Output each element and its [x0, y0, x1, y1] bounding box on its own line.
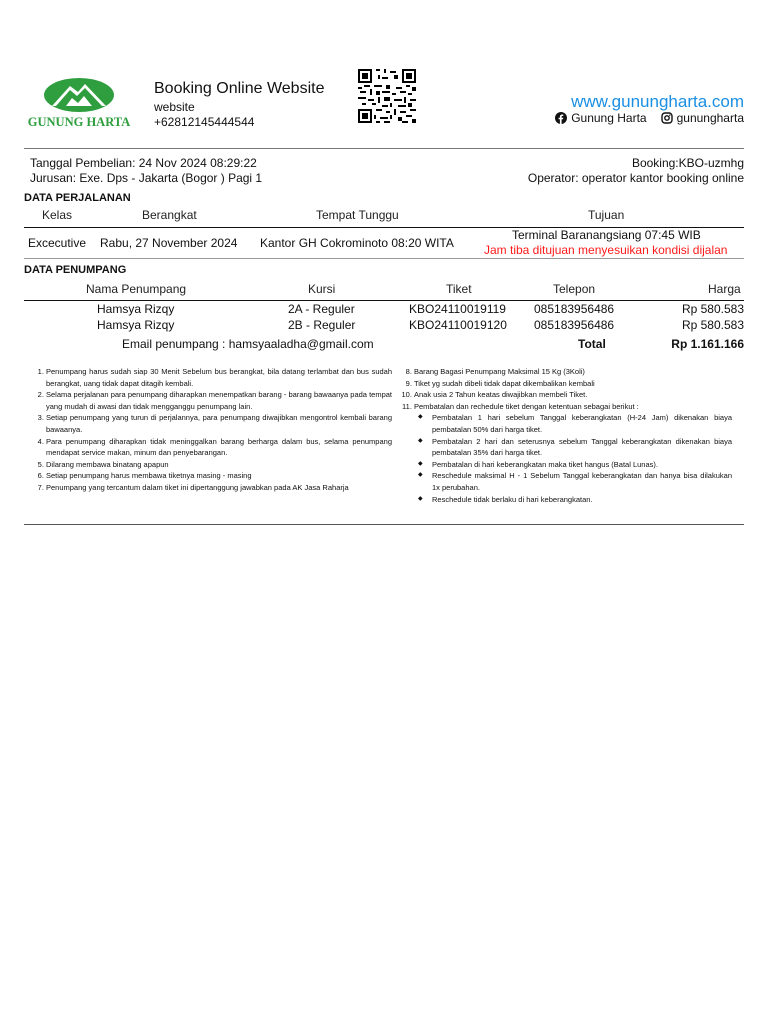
- trip-section-title: DATA PERJALANAN: [24, 192, 131, 204]
- header-subtitle: website: [154, 100, 195, 114]
- trip-berangkat: Rabu, 27 November 2024: [100, 236, 238, 250]
- passenger-section-title: DATA PENUMPANG: [24, 264, 127, 276]
- operator-line: Operator: operator kantor booking online: [527, 171, 744, 185]
- rule-item: 2. Selama perjalanan para penumpang diharapkan menempatkan barang - barang bawaanya pada tempat yang mudah di awasi dan tidak mengganggu penumpang lain.: [46, 389, 392, 412]
- passenger-phone: 085183956486: [534, 302, 615, 316]
- passenger-header-rule: [24, 300, 744, 301]
- rule-item: 5. Dilarang membawa binatang apapun: [46, 459, 392, 471]
- passenger-seat: 2B - Reguler: [288, 318, 356, 332]
- rule-sub-item: ◆ Pembatalan 2 hari dan seterusnya sebelum Tanggal keberangkatan dikenakan biaya pembatalan 35% dari harga tiket.: [426, 436, 732, 459]
- rule-sub-item: ◆ Pembatalan di hari keberangkatan maka tiket hangus (Batal Lunas).: [426, 459, 732, 471]
- rule-sub-item: ◆ Reschedule tidak berlaku di hari keberangkatan.: [426, 494, 732, 506]
- rule-item: 4. Para penumpang diharapkan tidak meninggalkan barang berharga dalam bus, selama penumpang mendapat service makan, minum dan penyebarangan.: [46, 436, 392, 459]
- facebook-icon: [555, 112, 567, 124]
- trip-bottom-rule: [24, 258, 744, 259]
- passenger-header-tiket: Tiket: [446, 282, 472, 296]
- passenger-name: Hamsya Rizqy: [97, 318, 175, 332]
- rules-right-list: [392, 366, 732, 505]
- header-phone: +62812145444544: [154, 115, 255, 129]
- rule-item: 6. Setiap penumpang harus membawa tiketnya masing - masing: [46, 470, 392, 482]
- instagram-icon: [661, 112, 673, 124]
- rules-left: [24, 366, 392, 494]
- passenger-price: Rp 580.583: [681, 302, 744, 316]
- booking-code: Booking:KBO-uzmhg: [631, 156, 744, 170]
- rule-item: 3. Setiap penumpang yang turun di perjalannya, para penumpang diwajibkan mengontrol kembali barang bawaanya.: [46, 412, 392, 435]
- route-line: Jurusan: Exe. Dps - Jakarta (Bogor ) Pagi 1: [30, 171, 263, 185]
- rules-right: [392, 366, 732, 505]
- passenger-ticket: KBO24110019120: [409, 318, 507, 332]
- qr-code-icon: [358, 69, 416, 123]
- footer-divider: [24, 524, 744, 525]
- trip-header-tempat: Tempat Tunggu: [316, 208, 399, 222]
- rule-item: [414, 401, 732, 505]
- trip-tempat-tunggu: Kantor GH Cokrominoto 08:20 WITA: [260, 236, 454, 250]
- logo-text: GUNUNG HARTA: [27, 115, 131, 129]
- trip-tujuan: Terminal Baranangsiang 07:45 WIB: [512, 228, 701, 242]
- company-logo: [22, 76, 136, 130]
- rules-left-list: [24, 366, 392, 494]
- passenger-header-telepon: Telepon: [553, 282, 596, 296]
- rule-item: 1. Penumpang harus sudah siap 30 Menit Sebelum bus berangkat, bila datang terlambat dan bus sudah berangkat, uang tidak dapat ditagih kembali.: [46, 366, 392, 389]
- rule-sub-item: ◆ Pembatalan 1 hari sebelum Tanggal keberangkatan (H-24 Jam) dikenakan biaya pembatalan 50% dari harga tiket.: [426, 412, 732, 435]
- social-links: [555, 111, 744, 125]
- passenger-header-nama: Nama Penumpang: [86, 282, 187, 296]
- total-label: Total: [578, 337, 606, 351]
- trip-kelas: Excecutive: [28, 236, 87, 250]
- website-link[interactable]: www.gunungharta.com: [571, 92, 744, 111]
- passenger-header-harga: Harga: [708, 282, 741, 296]
- rule-item: 10. Anak usia 2 Tahun keatas diwajibkan membeli Tiket.: [414, 389, 732, 401]
- rules-sub-list: [414, 412, 732, 505]
- trip-header-tujuan: Tujuan: [588, 208, 625, 222]
- qr-code: [358, 69, 416, 123]
- trip-arrival-note: Jam tiba ditujuan menyesuikan kondisi dijalan: [484, 243, 728, 257]
- rule-item: 9. Tiket yg sudah dibeli tidak dapat dikembalikan kembali: [414, 378, 732, 390]
- passenger-header-kursi: Kursi: [308, 282, 336, 296]
- header-title: Booking Online Website: [154, 80, 325, 97]
- passenger-price: Rp 580.583: [681, 318, 744, 332]
- passenger-email: Email penumpang : hamsyaaladha@gmail.com: [122, 337, 374, 351]
- passenger-seat: 2A - Reguler: [288, 302, 355, 316]
- total-value: Rp 1.161.166: [671, 337, 744, 351]
- mountain-logo-icon: [22, 76, 136, 130]
- header-divider: [24, 148, 744, 149]
- trip-header-kelas: Kelas: [42, 208, 73, 222]
- rule-item: 8. Barang Bagasi Penumpang Maksimal 15 Kg (3Koli): [414, 366, 732, 378]
- rule-item-text: Pembatalan dan rechedule tiket dengan ketentuan sebagai berikut :: [414, 401, 639, 411]
- passenger-name: Hamsya Rizqy: [97, 302, 175, 316]
- trip-header-berangkat: Berangkat: [142, 208, 197, 222]
- rule-item: 7. Penumpang yang tercantum dalam tiket ini dipertanggung jawabkan pada AK Jasa Raharja: [46, 482, 392, 494]
- passenger-ticket: KBO24110019119: [409, 302, 506, 316]
- passenger-phone: 085183956486: [534, 318, 615, 332]
- facebook-label[interactable]: Gunung Harta: [571, 111, 647, 125]
- purchase-date: Tanggal Pembelian: 24 Nov 2024 08:29:22: [30, 156, 257, 170]
- rule-sub-item: ◆ Reschedule maksimal H - 1 Sebelum Tanggal keberangkatan dan hanya bisa dilakukan 1x perubahan.: [426, 470, 732, 493]
- instagram-label[interactable]: gunungharta: [676, 111, 744, 125]
